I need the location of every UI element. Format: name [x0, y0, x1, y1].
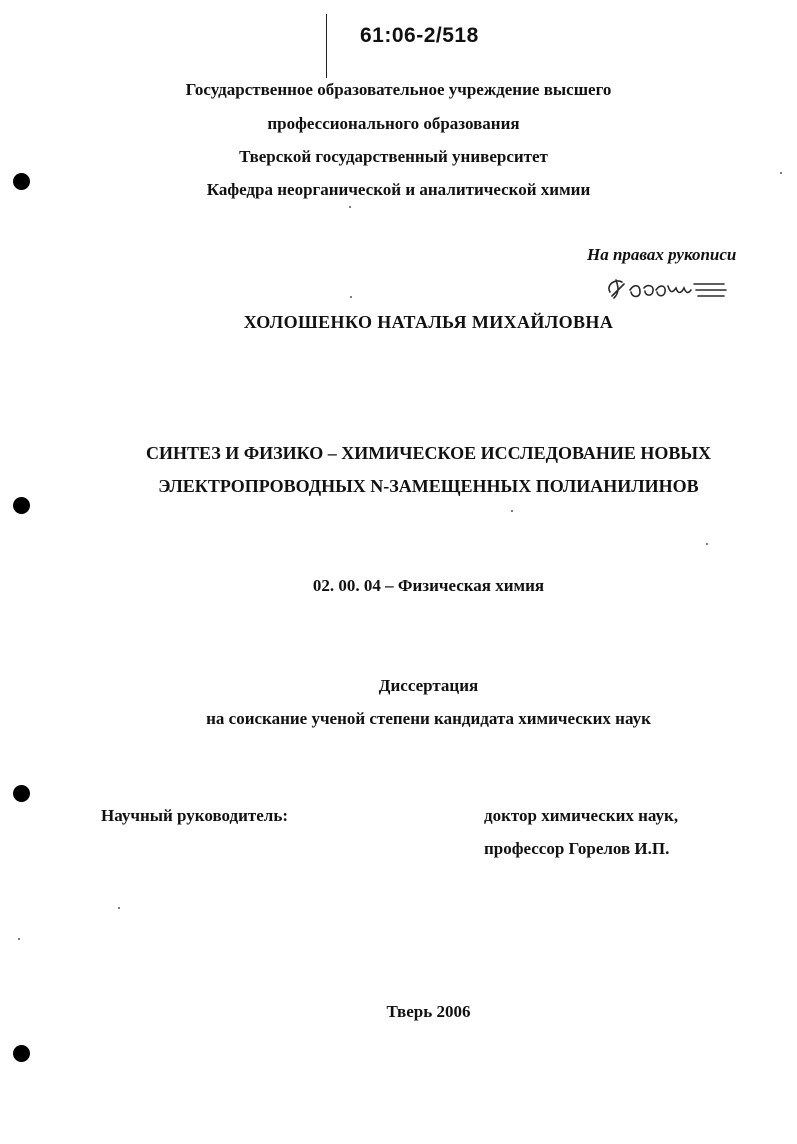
scan-speck — [511, 510, 513, 512]
scan-speck — [118, 907, 120, 909]
institution-line-3: Тверской государственный университет — [239, 147, 548, 166]
institution-line-2: профессионального образования — [267, 114, 520, 133]
stamp-bar-left — [326, 14, 327, 78]
scan-speck — [350, 296, 352, 298]
binder-hole-4 — [13, 1045, 30, 1062]
binder-hole-2 — [13, 497, 30, 514]
supervisor-name: профессор Горелов И.П. — [484, 839, 670, 858]
supervisor-label: Научный руководитель: — [101, 806, 288, 825]
scan-speck — [706, 543, 708, 545]
place-year: Тверь 2006 — [386, 1002, 471, 1021]
work-type: Диссертация — [378, 676, 479, 695]
supervisor-degree: доктор химических наук, — [484, 806, 679, 825]
rights-note: На правах рукописи — [587, 245, 737, 264]
author-signature — [604, 272, 734, 309]
scan-speck — [18, 938, 20, 940]
archive-code: 61:06-2/518 — [360, 24, 479, 47]
thesis-title-line-1: СИНТЕЗ И ФИЗИКО – ХИМИЧЕСКОЕ ИССЛЕДОВАНИЕ НОВЫХ — [145, 443, 712, 463]
institution-line-1: Государственное образовательное учреждение высшего — [185, 80, 612, 99]
scan-speck — [780, 172, 782, 174]
degree-purpose: на соискание ученой степени кандидата химических наук — [206, 709, 651, 728]
thesis-title-line-2: ЭЛЕКТРОПРОВОДНЫХ N-ЗАМЕЩЕННЫХ ПОЛИАНИЛИНОВ — [158, 476, 699, 496]
institution-line-4: Кафедра неорганической и аналитической химии — [206, 180, 591, 199]
binder-hole-3 — [13, 785, 30, 802]
specialty: 02. 00. 04 – Физическая химия — [312, 576, 545, 595]
author-name: ХОЛОШЕНКО НАТАЛЬЯ МИХАЙЛОВНА — [243, 312, 614, 332]
scan-speck — [349, 206, 351, 208]
